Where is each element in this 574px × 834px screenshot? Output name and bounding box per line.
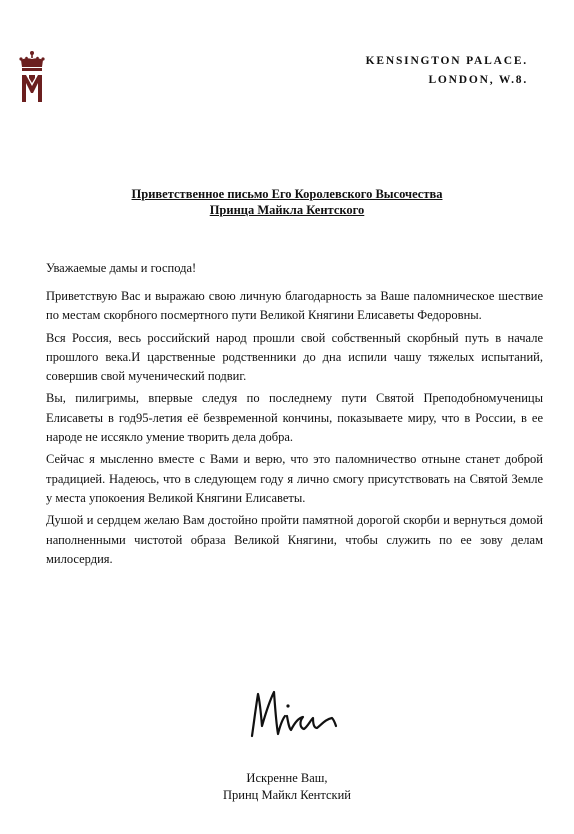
handwritten-signature bbox=[244, 688, 350, 740]
royal-crown-monogram-icon bbox=[18, 50, 46, 104]
greeting: Уважаемые дамы и господа! bbox=[46, 261, 197, 275]
letterhead-address bbox=[366, 52, 528, 90]
title-line: Принца Майкла Кентского bbox=[209, 203, 365, 217]
signer-name: Принц Майкл Кентский bbox=[223, 787, 351, 802]
title-line: Приветственное письмо Его Королевского Высочества bbox=[131, 187, 443, 201]
body-paragraph: Душой и сердцем желаю Вам достойно пройти памятной дорогой скорби и вернуться домой наполненными чистотой образа Великой Княгини, чтобы служить по ее зову делам милосердия. bbox=[46, 513, 543, 566]
address-line: KENSINGTON PALACE. bbox=[365, 55, 528, 67]
letter-title bbox=[0, 186, 574, 218]
body-paragraph: Приветствую Вас и выражаю свою личную благодарность за Ваше паломническое шествие по местам скорбного посмертного пути Великой Княгини Елисаветы Федоровны. bbox=[46, 289, 543, 323]
closing-line: Искренне Ваш, bbox=[246, 771, 328, 785]
body-paragraph: Сейчас я мысленно вместе с Вами и верю, что это паломничество отныне станет доброй традицией. Надеюсь, что в следующем году я лично смогу присутствовать на Святой Земле у места упокоения Великой Княгини Елисаветы. bbox=[46, 452, 543, 505]
body-paragraph: Вся Россия, весь российский народ прошли свой собственный скорбный путь в начале прошлого века.И царственные родственники до дна испили чашу тяжелых испытаний, совершив свой мученический подвиг. bbox=[46, 330, 543, 384]
body-paragraph: Вы, пилигримы, впервые следуя по последнему пути Святой Преподобномученицы Елисаветы в год95-летия её безвременной кончины, показываете миру, что в России, в ее народе не иссякло умение творить дела добра. bbox=[46, 391, 543, 445]
closing bbox=[0, 770, 574, 803]
letter-body bbox=[46, 287, 543, 572]
address-line: LONDON, W.8. bbox=[428, 74, 528, 86]
